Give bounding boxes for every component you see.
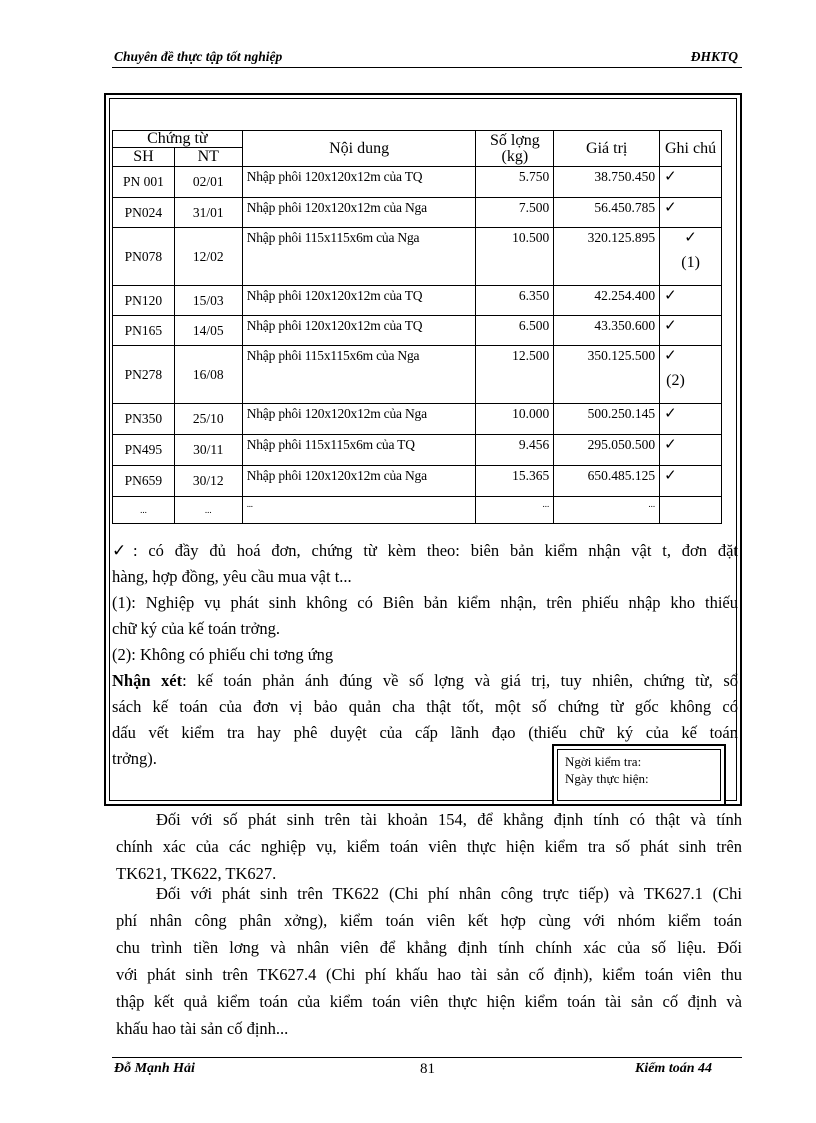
cell-nt: 15/03	[174, 286, 242, 316]
cell-ghi-chu	[660, 167, 722, 198]
cell-so-luong: 5.750	[476, 167, 554, 198]
page-number: 81	[420, 1061, 435, 1077]
cell-ghi-chu	[660, 466, 722, 497]
body-line: phí nhân công phân xởng), kiểm toán viên kết hợp cùng với nhóm kiểm toán	[116, 911, 742, 930]
table-row	[113, 404, 722, 435]
table-row	[113, 466, 722, 497]
cell-noi-dung: Nhập phôi 120x120x12m của TQ	[242, 167, 476, 198]
cell-sh: PN120	[113, 286, 175, 316]
voucher-table	[112, 130, 722, 524]
table-row	[113, 228, 722, 286]
col-nt: NT	[174, 148, 242, 167]
cell-so-luong: ...	[476, 497, 554, 524]
col-so-luong: Số lợng (kg)	[476, 131, 554, 167]
checkmark-icon: ✓	[664, 437, 677, 453]
cell-noi-dung: Nhập phôi 120x120x12m của Nga	[242, 404, 476, 435]
cell-ghi-chu	[660, 346, 722, 404]
cell-nt: 02/01	[174, 167, 242, 198]
cell-gia-tri: ...	[554, 497, 660, 524]
table-row	[113, 286, 722, 316]
cell-noi-dung: Nhập phôi 120x120x12m của Nga	[242, 466, 476, 497]
cell-nt: 30/11	[174, 435, 242, 466]
cell-gia-tri: 42.254.400	[554, 286, 660, 316]
reviewer-label: Ngời kiểm tra:	[565, 754, 642, 769]
cell-noi-dung: Nhập phôi 115x115x6m của TQ	[242, 435, 476, 466]
header-school: ĐHKTQ	[690, 49, 738, 64]
note-1-line: (1): Nghiệp vụ phát sinh không có Biên bản kiểm nhận, trên phiếu nhập kho thiếu	[112, 593, 738, 612]
checkmark-icon: ✓	[664, 169, 677, 185]
cell-ghi-chu	[660, 316, 722, 346]
legend-line	[112, 538, 738, 564]
cell-nt: 31/01	[174, 198, 242, 228]
legend-text: : có đầy đủ hoá đơn, chứng từ kèm theo: biên bản kiểm nhận vật t, đơn đặt	[132, 541, 738, 560]
note-ref: (1)	[681, 254, 700, 271]
checkmark-icon: ✓	[664, 318, 677, 334]
cell-gia-tri: 650.485.125	[554, 466, 660, 497]
table-row	[113, 435, 722, 466]
footer-author: Đỗ Mạnh Hải	[114, 1061, 195, 1076]
review-stamp-inner	[557, 749, 721, 801]
cell-noi-dung: ...	[242, 497, 476, 524]
cell-nt: 12/02	[174, 228, 242, 286]
legend-line: hàng, hợp đồng, yêu cầu mua vật t...	[112, 567, 352, 586]
col-ghi-chu: Ghi chú	[660, 131, 722, 167]
cell-ghi-chu	[660, 497, 722, 524]
cell-sh: PN495	[113, 435, 175, 466]
cell-gia-tri: 350.125.500	[554, 346, 660, 404]
body-line: chu trình tiền lơng và nhân viên để khẳng định tính chính xác của số liệu. Đối	[116, 938, 742, 957]
cell-sh: PN 001	[113, 167, 175, 198]
cell-ghi-chu	[660, 228, 722, 286]
body-line: TK621, TK622, TK627.	[116, 864, 277, 883]
table-row	[113, 497, 722, 524]
col-chung-tu: Chứng từ	[113, 131, 243, 148]
cell-sh: PN350	[113, 404, 175, 435]
checkmark-icon: ✓	[664, 200, 677, 216]
table-row	[113, 198, 722, 228]
cell-ghi-chu	[660, 435, 722, 466]
cell-ghi-chu	[660, 198, 722, 228]
remark-line	[112, 668, 738, 694]
cell-so-luong: 12.500	[476, 346, 554, 404]
table-row	[113, 316, 722, 346]
checkmark-icon: ✓	[684, 230, 697, 246]
cell-gia-tri: 320.125.895	[554, 228, 660, 286]
body-line: Đối với phát sinh trên TK622 (Chi phí nhân công trực tiếp) và TK627.1 (Chi	[156, 884, 742, 903]
cell-gia-tri: 43.350.600	[554, 316, 660, 346]
cell-gia-tri: 500.250.145	[554, 404, 660, 435]
checkmark-icon: ✓	[112, 541, 133, 560]
col-gia-tri: Giá trị	[554, 131, 660, 167]
body-line: Đối với số phát sinh trên tài khoản 154, để khẳng định tính có thật và tính	[156, 810, 742, 829]
cell-gia-tri: 295.050.500	[554, 435, 660, 466]
cell-so-luong: 10.000	[476, 404, 554, 435]
review-stamp	[552, 744, 726, 806]
cell-noi-dung: Nhập phôi 115x115x6m của Nga	[242, 346, 476, 404]
remark-line: dấu vết kiểm tra hay phê duyệt của cấp lãnh đạo (thiếu chữ ký của kế toán	[112, 723, 738, 742]
cell-so-luong: 6.350	[476, 286, 554, 316]
voucher-rows	[113, 167, 722, 524]
remark-text: : kế toán phản ánh đúng về số lợng và giá trị, tuy nhiên, chứng từ, sổ	[182, 671, 739, 690]
cell-sh: ...	[113, 497, 175, 524]
table-row	[113, 167, 722, 198]
note-1-line: chữ ký của kế toán trởng.	[112, 619, 280, 638]
cell-so-luong: 7.500	[476, 198, 554, 228]
cell-ghi-chu	[660, 404, 722, 435]
cell-sh: PN024	[113, 198, 175, 228]
header-title: Chuyên đề thực tập tốt nghiệp	[114, 49, 283, 64]
checkmark-icon: ✓	[664, 468, 677, 484]
cell-noi-dung: Nhập phôi 120x120x12m của TQ	[242, 286, 476, 316]
cell-nt: 14/05	[174, 316, 242, 346]
body-line: khấu hao tài sản cố định...	[116, 1019, 289, 1038]
page-header	[112, 48, 742, 68]
remark-line: trởng).	[112, 749, 157, 768]
remark-label: Nhận xét	[112, 671, 183, 690]
body-line: chính xác của các nghiệp vụ, kiểm toán viên thực hiện kiểm tra số phát sinh trên	[116, 837, 742, 856]
body-line: thập kết quả kiểm toán của kiểm toán viên thực hiện kiểm toán tài sản cố định và	[116, 992, 742, 1011]
checkmark-icon: ✓	[664, 288, 677, 304]
col-noi-dung: Nội dung	[242, 131, 476, 167]
cell-noi-dung: Nhập phôi 120x120x12m của TQ	[242, 316, 476, 346]
note-ref: (2)	[666, 372, 685, 389]
body-line: với phát sinh trên TK627.4 (Chi phí khấu hao tài sản cố định), kiểm toán viên thu	[116, 965, 742, 984]
cell-ghi-chu	[660, 286, 722, 316]
legend-block	[112, 538, 738, 772]
cell-sh: PN659	[113, 466, 175, 497]
checkmark-icon: ✓	[664, 406, 677, 422]
cell-so-luong: 6.500	[476, 316, 554, 346]
cell-gia-tri: 56.450.785	[554, 198, 660, 228]
cell-sh: PN078	[113, 228, 175, 286]
cell-nt: 16/08	[174, 346, 242, 404]
body-paragraph-1	[116, 806, 742, 887]
body-paragraph-2	[116, 880, 742, 1042]
table-row	[113, 346, 722, 404]
cell-so-luong: 9.456	[476, 435, 554, 466]
review-date-label: Ngày thực hiện:	[565, 771, 649, 786]
col-sh: SH	[113, 148, 175, 167]
cell-noi-dung: Nhập phôi 115x115x6m của Nga	[242, 228, 476, 286]
cell-sh: PN165	[113, 316, 175, 346]
checkmark-icon: ✓	[664, 348, 677, 364]
note-2-line: (2): Không có phiếu chi tơng ứng	[112, 645, 334, 664]
page-footer	[112, 1057, 742, 1079]
remark-line: sách kế toán của đơn vị bảo quản cha thật tốt, một số chứng từ gốc không có	[112, 697, 738, 716]
cell-gia-tri: 38.750.450	[554, 167, 660, 198]
cell-so-luong: 10.500	[476, 228, 554, 286]
cell-nt: 30/12	[174, 466, 242, 497]
footer-class: Kiểm toán 44	[634, 1061, 712, 1076]
cell-nt: ...	[174, 497, 242, 524]
cell-so-luong: 15.365	[476, 466, 554, 497]
cell-nt: 25/10	[174, 404, 242, 435]
cell-noi-dung: Nhập phôi 120x120x12m của Nga	[242, 198, 476, 228]
cell-sh: PN278	[113, 346, 175, 404]
